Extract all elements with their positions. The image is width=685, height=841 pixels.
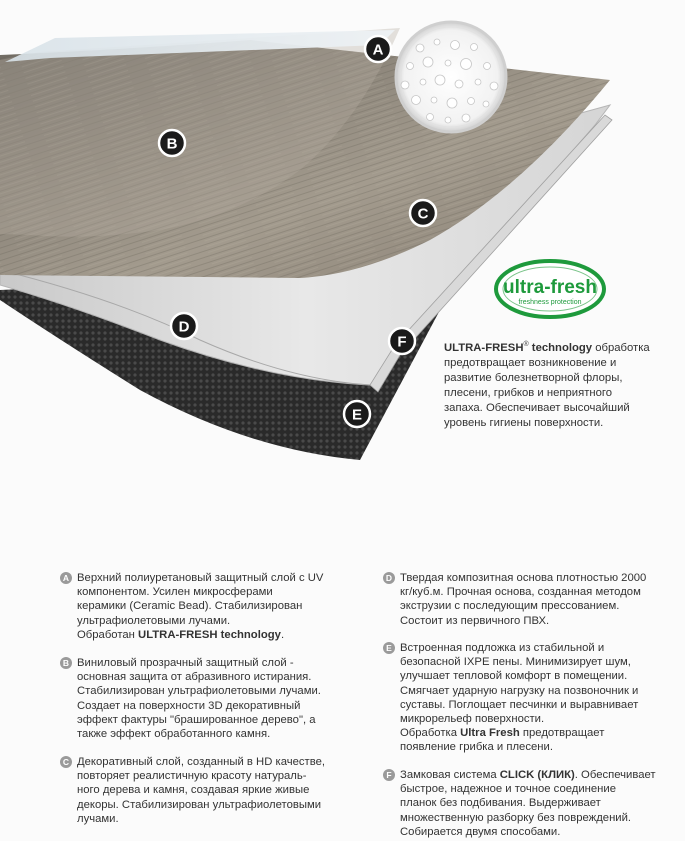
callout-f <box>389 328 415 354</box>
desc-b-line-1: Виниловый прозрачный защитный слой - <box>77 657 294 669</box>
badge-e: E <box>383 642 395 654</box>
desc-a-line-2: компонентом. Усилен микросферами <box>77 586 273 599</box>
desc-e-line-6: микрорельеф поверхности. <box>400 713 545 726</box>
ultrafresh-first-line-rest: обработка <box>592 341 650 354</box>
desc-f-line-4: множественную разборку без повреждений. <box>400 811 632 824</box>
desc-e-extra-line: появление грибка и плесени. <box>400 741 553 754</box>
description-a <box>60 571 323 642</box>
desc-e-line-3: улучшает тепловой комфорт в помещении. <box>400 670 628 683</box>
ceramic-bead-magnifier <box>396 22 506 132</box>
desc-a-last-prefix: Обработан <box>77 628 139 641</box>
ultra-fresh-logo <box>496 261 604 317</box>
callout-e-label: E <box>351 406 363 424</box>
desc-f-line-3: планок без подбивания. Выдерживает <box>400 797 601 810</box>
callout-c-label: C <box>417 205 429 223</box>
callout-d <box>171 313 197 339</box>
desc-c-line-2: повторяет реалистичную красоту натураль- <box>77 770 307 783</box>
ultrafresh-description <box>444 337 649 431</box>
registered-mark: ® <box>523 341 529 348</box>
callout-e <box>344 401 370 427</box>
badge-d: D <box>383 572 395 584</box>
callout-f-label: F <box>397 333 407 351</box>
badge-a: A <box>60 572 72 584</box>
desc-a-line-4: ультрафиолетовыми лучами. <box>77 614 231 627</box>
desc-c-line-1: Декоративный слой, созданный в HD качестве, <box>77 756 326 768</box>
desc-e-last-bold: Ultra Fresh <box>460 727 520 740</box>
logo-brand-sub: freshness protection <box>518 299 582 306</box>
desc-e-line-4: Смягчает ударную нагрузку на позвоночник и <box>400 684 639 697</box>
desc-e-line-2: безопасной IXPE пены. Минимизирует шум, <box>400 656 631 669</box>
callout-a <box>365 36 391 62</box>
desc-e-last-prefix: Обработка <box>400 727 461 740</box>
desc-d-line-2: кг/куб.м. Прочная основа, созданная методом <box>400 586 641 599</box>
description-c <box>60 755 325 826</box>
description-f <box>383 768 656 839</box>
ultrafresh-technology: technology <box>528 341 593 354</box>
desc-f-first-bold: CLICK (КЛИК) <box>499 769 575 781</box>
badge-c: C <box>60 756 72 768</box>
desc-e-last-suffix: предотвращает <box>519 727 605 740</box>
ultrafresh-line-3: плесени, грибков и неприятного <box>444 386 613 399</box>
callout-b <box>159 130 185 156</box>
desc-d-line-4: Состоит из первичного ПВХ. <box>400 614 550 627</box>
callout-c <box>410 200 436 226</box>
desc-a-last-bold: ULTRA-FRESH technology <box>138 628 281 641</box>
desc-c-line-4: декоры. Стабилизирован ультрафиолетовыми <box>77 798 322 811</box>
ultrafresh-line-4: запаха. Обеспечивает высочайший <box>444 401 630 414</box>
desc-e-line-1: Встроенная подложка из стабильной и <box>400 642 605 654</box>
badge-f: F <box>383 769 395 781</box>
desc-a-line-1: Верхний полиуретановый защитный слой с UV <box>77 572 324 584</box>
callout-d-label: D <box>178 318 190 336</box>
badge-b: B <box>60 657 72 669</box>
callout-b-label: B <box>166 135 178 153</box>
ultrafresh-line-5: уровень гигиены поверхности. <box>444 416 604 429</box>
desc-b-line-5: эффект фактуры "брашированное дерево", а <box>77 713 316 726</box>
desc-f-first-suffix: . Обеспечивает <box>574 769 656 781</box>
description-b <box>60 656 321 741</box>
ultrafresh-brand: ULTRA-FRESH <box>444 341 524 354</box>
desc-b-line-3: Стабилизирован ультрафиолетовыми лучами. <box>77 685 321 698</box>
desc-e-line-5: суставы. Поглощает песчинки и выравнивает <box>400 698 639 711</box>
desc-b-line-2: основная защита от абразивного истирания. <box>77 671 312 684</box>
ultrafresh-line-2: развитие болезнетворной флоры, <box>444 371 623 384</box>
desc-f-line-5: Собирается двумя способами. <box>400 825 561 838</box>
callout-a-label: A <box>372 41 384 59</box>
description-e <box>383 641 638 755</box>
ultrafresh-line-1: предотвращает возникновение и <box>444 356 617 369</box>
description-d <box>383 571 646 628</box>
desc-d-line-3: экструзии с последующим прессованием. <box>400 600 620 613</box>
desc-f-first-prefix: Замковая система <box>400 769 500 781</box>
desc-c-line-5: лучами. <box>77 812 119 825</box>
desc-d-line-1: Твердая композитная основа плотностью 2000 <box>400 572 647 584</box>
desc-b-line-4: Создает на поверхности 3D декоративный <box>77 699 301 712</box>
desc-c-line-3: ного дерева и камня, создавая яркие живые <box>77 784 310 797</box>
desc-f-line-2: быстрое, надежное и точное соединение <box>400 783 617 796</box>
logo-brand-main: ultra-fresh <box>503 277 597 298</box>
desc-b-line-6: также эффект обработанного камня. <box>77 728 271 741</box>
desc-a-last-suffix: . <box>280 628 285 641</box>
desc-a-line-3: керамики (Ceramic Bead). Стабилизирован <box>77 600 303 613</box>
